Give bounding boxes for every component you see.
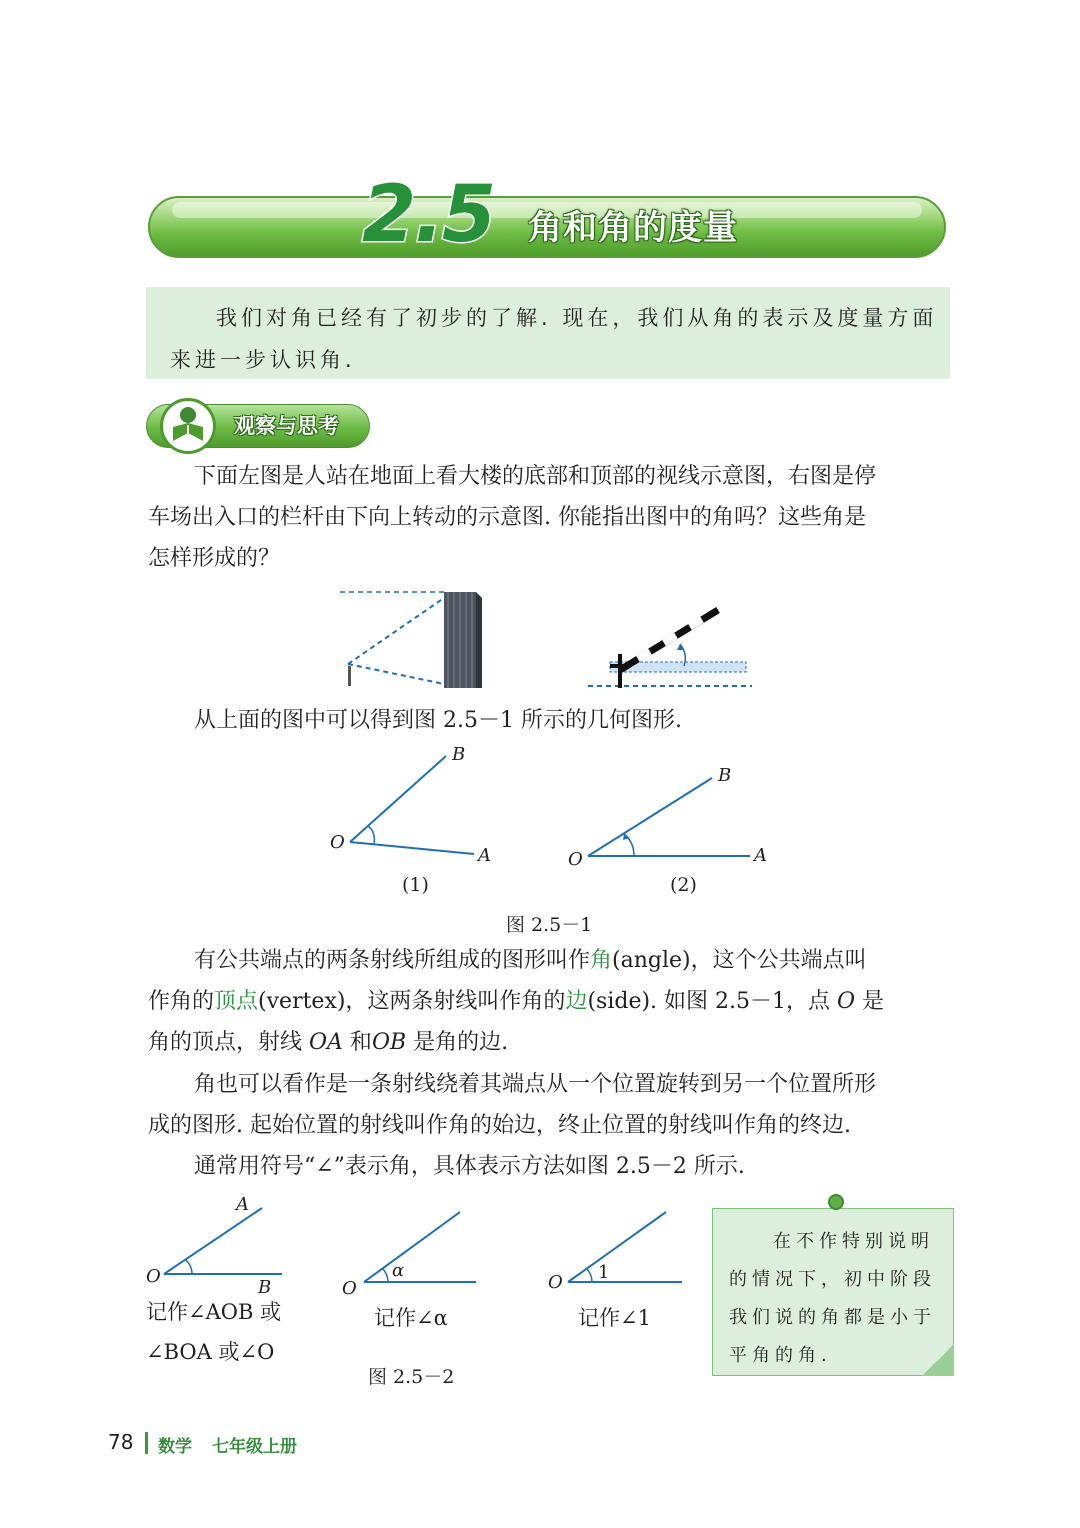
ray-OA: OA [309,1030,343,1055]
note-line-1: 在不作特别说明 [773,1231,934,1252]
term-angle: 角 [590,948,613,973]
fig251-angle-2 [580,764,760,864]
building-sightline-illustration [330,584,490,692]
fig252-c-caption: 记作∠1 [578,1306,651,1330]
fig251-2-label-O: O [568,849,583,870]
definition-paragraph [148,940,954,1063]
definition-text: 有公共端点的两条射线所组成的图形叫作 [194,948,591,973]
definition-text: 作角的 [148,989,215,1014]
ray-OB: OB [371,1030,407,1055]
fig252-angle-b [356,1206,480,1286]
definition-line-1 [148,940,954,981]
section-number: 2.5 [362,170,495,260]
fig252-caption: 图 2.5－2 [368,1366,455,1388]
fig252-c-label-O: O [548,1272,563,1293]
badge-label: 观察与思考 [234,414,339,438]
fig252-a-caption [146,1292,346,1372]
parking-barrier-illustration [584,598,754,692]
definition-text: (vertex)，这两条射线叫作角的 [258,989,566,1014]
fig252-c-label-1: 1 [598,1262,610,1283]
footer-subject: 数学 [158,1437,192,1457]
fig251-1-caption: (1) [402,874,429,896]
fig251-1-label-O: O [330,832,345,853]
rotation-paragraph [148,1064,954,1146]
section-title: 角和角的度量 [528,208,738,248]
fig252-a-label-B: B [258,1277,272,1298]
lead-in-text: 从上面的图中可以得到图 2.5－1 所示的几何图形. [194,708,682,733]
reading-person-icon [160,398,216,454]
notation-text: 通常用符号“∠”表示角，具体表示方法如图 2.5－2 所示. [194,1154,745,1179]
term-vertex: 顶点 [214,989,259,1014]
fig251-angle-1 [324,744,504,872]
definition-text: (angle)，这个公共端点叫 [612,948,867,973]
note-line-3: 我们说的角都是小于 [729,1307,936,1328]
fig252-b-label-alpha: α [392,1260,405,1281]
side-note [712,1208,954,1376]
intro-line-2: 来进一步认识角. [170,348,356,372]
rotation-line-1: 角也可以看作是一条射线绕着其端点从一个位置旋转到另一个位置所形 [194,1072,877,1097]
footer-grade: 七年级上册 [212,1437,297,1457]
fig251-1-label-B: B [452,744,466,765]
fig251-2-caption: (2) [670,874,697,896]
observe-paragraph [148,456,954,579]
observe-line-1: 下面左图是人站在地面上看大楼的底部和顶部的视线示意图，右图是停 [194,464,877,489]
fig252-a-label-O: O [146,1266,161,1287]
intro-line-1: 我们对角已经有了初步的了解. 现在，我们从角的表示及度量方面 [216,306,938,330]
observe-line-3: 怎样形成的？ [148,546,281,571]
fig251-caption: 图 2.5－1 [506,914,593,936]
definition-text: 角的顶点，射线 [148,1030,309,1055]
note-line-4: 平角的角. [729,1345,832,1366]
fig251-1-label-A: A [478,845,491,866]
fig252-b-label-O: O [342,1278,357,1299]
definition-text: (side). 如图 2.5－1，点 [587,989,838,1014]
fig251-2-label-B: B [718,765,732,786]
term-side: 边 [565,989,588,1014]
definition-text: 是角的边. [406,1030,509,1055]
pin-icon [828,1194,844,1210]
footer-divider [145,1432,148,1454]
definition-text: 是 [855,989,885,1014]
intro-box [146,287,950,379]
page-number: 78 [108,1430,134,1454]
fig252-angle-a [150,1196,290,1280]
definition-line-2 [148,981,954,1022]
fig252-a-label-A: A [236,1194,249,1215]
fig251-2-label-A: A [754,845,767,866]
fig252-angle-c [560,1206,684,1286]
note-line-2: 的情况下，初中阶段 [729,1269,936,1290]
point-O: O [837,989,856,1014]
fig252-a-caption-line-2: ∠BOA 或∠O [146,1340,275,1364]
rotation-line-2: 成的图形. 起始位置的射线叫作角的始边，终止位置的射线叫作角的终边. [148,1113,851,1138]
fig252-b-caption: 记作∠α [374,1306,448,1330]
observe-line-2: 车场出入口的栏杆由下向上转动的示意图. 你能指出图中的角吗？这些角是 [148,505,866,530]
fig252-a-caption-line-1: 记作∠AOB 或 [146,1300,282,1324]
definition-text: 和 [342,1030,372,1055]
definition-line-3 [148,1022,954,1063]
